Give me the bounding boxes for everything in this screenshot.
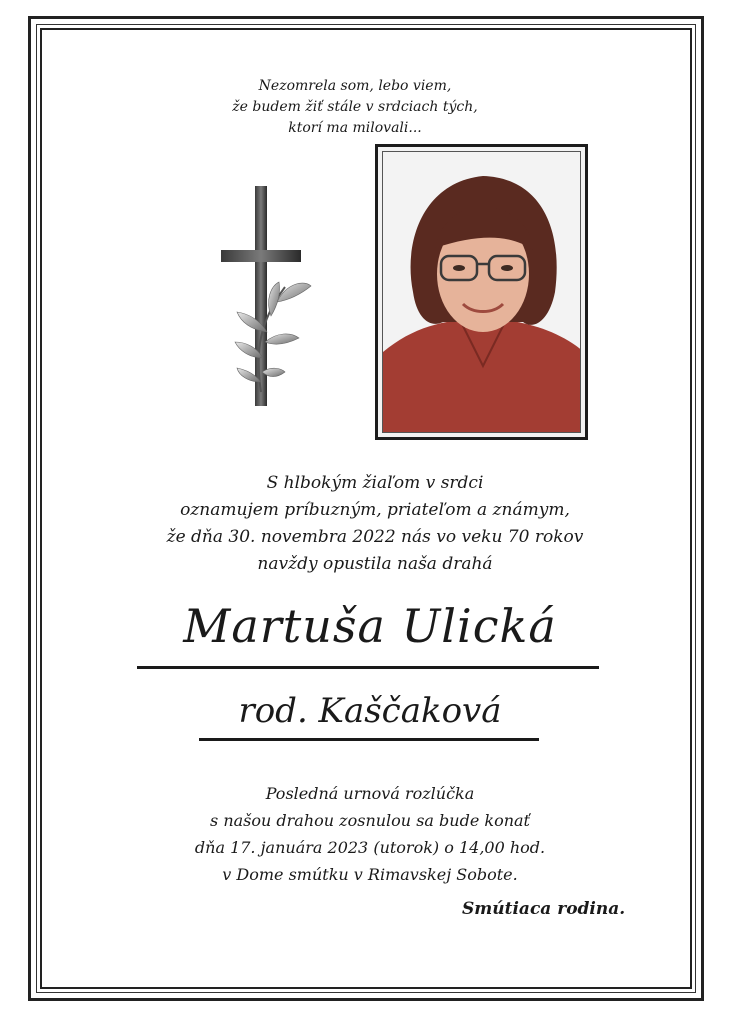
announcement-line: S hlbokým žiaľom v srdci [266, 473, 484, 493]
maiden-name-underline [199, 738, 539, 741]
funeral-line: v Dome smútku v Rimavskej Sobote. [222, 865, 518, 884]
portrait-frame [375, 144, 588, 440]
funeral-line: dňa 17. januára 2023 (utorok) o 14,00 hod. [194, 838, 546, 857]
family-signature: Smútiaca rodina. [462, 899, 626, 919]
name-underline [137, 666, 599, 669]
cross-with-palm-branch-icon [215, 182, 325, 412]
announcement-line: oznamujem príbuzným, priateľom a známym, [180, 500, 570, 520]
quote-line: že budem žiť stále v srdciach tých, [232, 99, 478, 115]
funeral-line: s našou drahou zosnulou sa bude konať [210, 811, 530, 830]
maiden-name: rod. Kaščaková [238, 691, 502, 731]
death-announcement [150, 470, 600, 578]
epitaph-quote [190, 76, 520, 139]
announcement-line: že dňa 30. novembra 2022 nás vo veku 70 rokov [166, 527, 584, 547]
portrait-photo [382, 151, 581, 433]
announcement-line: navždy opustila naša drahá [257, 554, 493, 574]
quote-line: Nezomrela som, lebo viem, [258, 78, 452, 94]
deceased-name: Martuša Ulická [183, 599, 557, 653]
funeral-details [150, 780, 590, 888]
quote-line: ktorí ma milovali... [288, 120, 422, 136]
funeral-line: Posledná urnová rozlúčka [265, 784, 475, 803]
